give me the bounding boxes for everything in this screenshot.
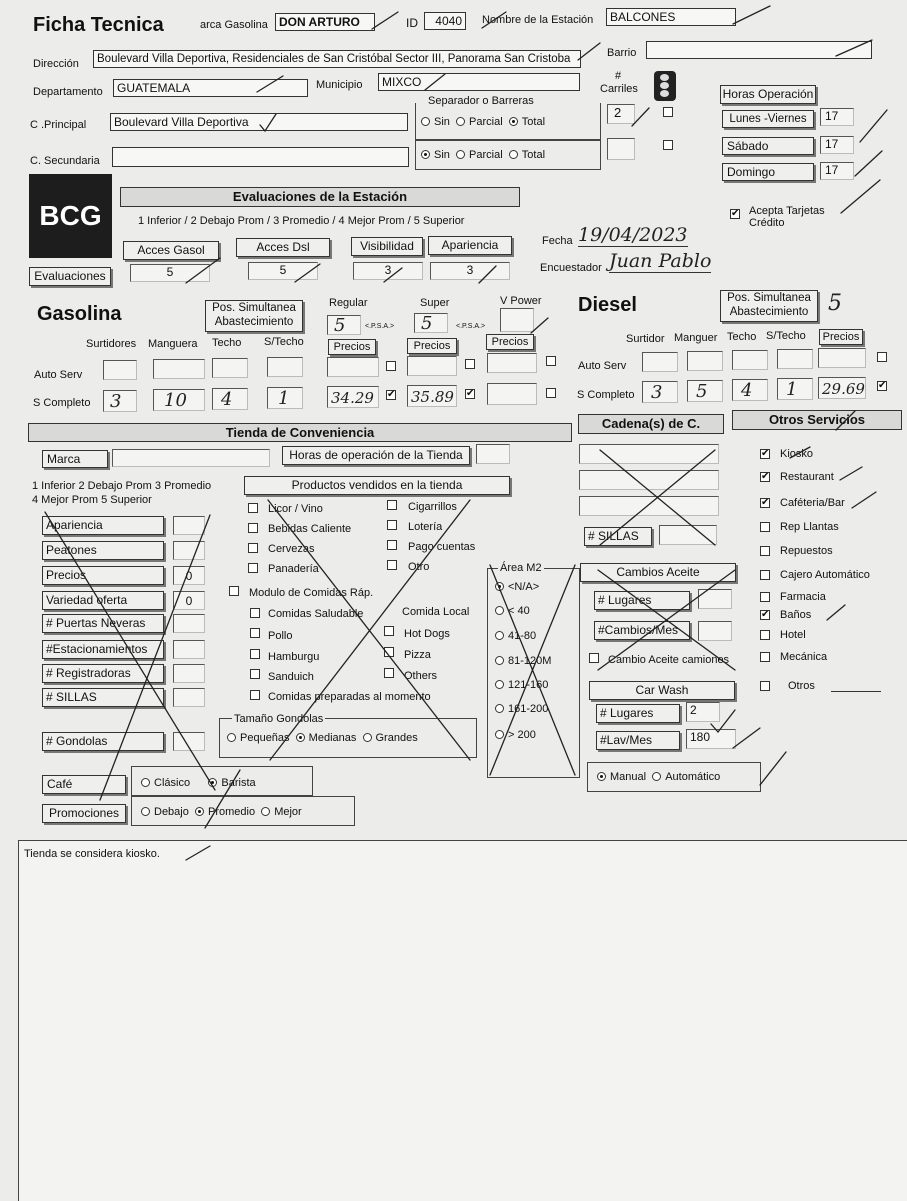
gas-as-precio-reg[interactable] (327, 357, 379, 377)
area-radio[interactable] (495, 680, 504, 689)
check-mark (760, 752, 786, 785)
horas-day-2: Sábado (722, 137, 814, 155)
dsl-col-surtidor: Surtidor (626, 333, 665, 345)
rating-field[interactable] (173, 732, 205, 751)
pizza-check[interactable] (384, 647, 394, 657)
saludable-check[interactable] (250, 608, 260, 618)
rating-label: Apariencia (42, 516, 164, 535)
cadena-sillas-field[interactable] (659, 525, 717, 545)
otros-check[interactable]: ✔ (761, 471, 770, 482)
vpower-psa-value[interactable] (500, 308, 534, 332)
manual-label: Manual (610, 771, 647, 783)
sin-label: Sin (434, 116, 450, 128)
barrio-label: Barrio (607, 47, 637, 59)
form-title: Ficha Tecnica (33, 14, 164, 36)
prod-bebidas: Bebidas Caliente (268, 523, 352, 535)
prod-bebidas-check[interactable] (248, 523, 258, 533)
prod-licor: Licor / Vino (268, 503, 323, 515)
evaluaciones-title: Evaluaciones de la Estación (120, 187, 520, 207)
cambios-title: Cambios Aceite (580, 563, 736, 582)
otros-check[interactable] (760, 592, 770, 602)
fecha-label: Fecha (542, 235, 573, 247)
cambios-lugares-field[interactable] (698, 589, 732, 609)
radio-sin[interactable] (421, 117, 430, 126)
productos-title: Productos vendidos en la tienda (244, 476, 510, 495)
radio-sin-2[interactable] (421, 150, 430, 159)
lav-mes-label: #Lav/Mes (596, 731, 680, 750)
prod-loteria: Lotería (408, 521, 443, 533)
gas-auto-serv-label: Auto Serv (34, 369, 83, 381)
carwash-lugares-label: # Lugares (596, 704, 680, 723)
area-radio[interactable] (495, 582, 504, 591)
tienda-marca-field[interactable] (112, 449, 270, 467)
dsl-col-manguer: Manguer (674, 332, 718, 344)
rating-label: # SILLAS (42, 688, 164, 707)
otros-check[interactable] (760, 652, 770, 662)
gasolina-title: Gasolina (37, 303, 122, 325)
parcial-label: Parcial (469, 116, 503, 128)
gas-as-check-3[interactable] (546, 356, 556, 366)
csecundaria-label: C. Secundaria (30, 155, 100, 167)
rating-field[interactable] (173, 614, 205, 633)
otros-line (831, 691, 881, 692)
cadena-sillas-label: # SILLAS (584, 527, 652, 546)
pollo-check[interactable] (250, 628, 260, 638)
otros-check[interactable] (760, 570, 770, 580)
otros-label: Caféteria/Bar (780, 497, 845, 509)
evaluaciones-label: Evaluaciones (29, 267, 111, 286)
rating-label: # Gondolas (42, 732, 164, 751)
cambios-lugares-label: # Lugares (594, 591, 690, 610)
area-radio[interactable] (495, 704, 504, 713)
radio-parcial[interactable] (456, 117, 465, 126)
area-radio[interactable] (495, 656, 504, 665)
gas-as-stecho[interactable] (267, 357, 303, 377)
dsl-sc-5[interactable]: 29.69 (818, 377, 866, 399)
prod-panaderia: Panadería (268, 563, 319, 575)
gas-sc-precio-reg[interactable]: 34.29 (327, 386, 379, 408)
sanduich-check[interactable] (250, 669, 260, 679)
dsl-sc-4[interactable]: 1 (777, 378, 813, 400)
area-option-label: 161-200 (508, 703, 549, 715)
horas-value-3[interactable]: 17 (820, 162, 854, 180)
clasico-label: Clásico (154, 777, 191, 789)
prep-label: Comidas preparadas al momento (268, 691, 431, 703)
eval-acces-dsl: Acces Dsl (236, 238, 330, 257)
rating-field[interactable] (173, 688, 205, 707)
direccion-label: Dirección (33, 58, 79, 70)
dsl-as-1[interactable] (642, 352, 678, 372)
prep-check[interactable] (250, 690, 260, 700)
barrio-field[interactable] (646, 41, 872, 59)
area-option-label: 81-120M (508, 655, 552, 667)
area-option[interactable] (495, 580, 539, 594)
check-mark (855, 151, 882, 176)
notes-text: Tienda se considera kiosko. (24, 848, 160, 860)
prod-panaderia-check[interactable] (248, 563, 258, 573)
area-option[interactable] (495, 728, 536, 742)
horas-day-1: Lunes -Viernes (722, 110, 814, 128)
rating-field[interactable]: 0 (173, 591, 205, 610)
sanduich-label: Sanduich (268, 671, 314, 683)
vpower-label: V Power (500, 295, 542, 307)
otros-label: Cajero Automático (780, 569, 870, 581)
rating-label: Precios (42, 566, 164, 585)
encuestador-value[interactable]: Juan Pablo (609, 250, 712, 272)
radio-parcial-2[interactable] (456, 150, 465, 159)
prod-otro-check[interactable] (387, 560, 397, 570)
gas-sc-precio-vp[interactable] (487, 383, 537, 405)
radio-mejor[interactable] (261, 807, 270, 816)
dsl-sc-2[interactable]: 5 (687, 380, 723, 402)
eval-apariencia: Apariencia (428, 236, 512, 255)
total-label-2: Total (521, 149, 546, 161)
gasolina-pos-label: Pos. Simultanea Abastecimiento (205, 300, 303, 332)
dsl-as-4[interactable] (777, 349, 813, 369)
area-group (487, 568, 580, 778)
radio-automatico[interactable] (652, 772, 661, 781)
dsl-sc-check[interactable]: ✔ (878, 380, 887, 391)
barista-label: Barista (221, 777, 256, 789)
diesel-title: Diesel (578, 294, 637, 316)
area-option-label: 121-160 (508, 679, 549, 691)
otros-label: Kiosko (780, 448, 814, 460)
gas-as-check-1[interactable] (386, 361, 396, 371)
dsl-col-precios: Precios (819, 329, 863, 345)
tienda-scale-1: 1 Inferior 2 Debajo Prom 3 Promedio (32, 480, 212, 492)
radio-total-2[interactable] (509, 150, 518, 159)
regular-psa-value[interactable]: 5 (327, 315, 361, 335)
cafe-label: Café (42, 775, 126, 794)
gas-as-check-2[interactable] (465, 359, 475, 369)
pizza-label: Pizza (404, 649, 431, 661)
regular-psa-label: <.P.S.A.> (365, 323, 395, 330)
sep2-options[interactable] (421, 148, 545, 162)
carwash-title: Car Wash (589, 681, 735, 700)
precios-regular-label: Precios (328, 339, 376, 355)
tarjetas-check[interactable]: ✔ (731, 208, 740, 219)
cprincipal-field[interactable]: Boulevard Villa Deportiva (110, 113, 408, 131)
check-mark (578, 43, 600, 60)
rating-field[interactable] (173, 640, 205, 659)
wash-type-options[interactable] (597, 770, 720, 784)
gas-s-completo-label: S Completo (33, 397, 91, 409)
gas-as-precio-sup[interactable] (407, 356, 457, 376)
dsl-col-techo: Techo (727, 331, 757, 343)
otros-check[interactable]: ✔ (761, 497, 770, 508)
radio-promedio[interactable] (195, 807, 204, 816)
prod-licor-check[interactable] (248, 503, 258, 513)
rating-label: # Puertas Neveras (42, 614, 164, 633)
otros-check[interactable]: ✔ (761, 609, 770, 620)
dsl-sc-1[interactable]: 3 (642, 381, 678, 403)
horas-day-3: Domingo (722, 163, 814, 181)
notes-area[interactable] (18, 840, 907, 1201)
area-option[interactable] (495, 654, 551, 668)
radio-debajo[interactable] (141, 807, 150, 816)
area-option-label: < 40 (508, 605, 530, 617)
hotdogs-label: Hot Dogs (404, 628, 450, 640)
col-stecho: S/Techo (264, 336, 304, 348)
separador-label: Separador o Barreras (428, 95, 534, 107)
prod-cigarrillos-check[interactable] (387, 500, 397, 510)
tienda-scale-2: 4 Mejor Prom 5 Superior (32, 494, 152, 506)
bcg-logo: BCG (29, 174, 112, 258)
marca-label: arca Gasolina (200, 19, 268, 31)
col-manguera: Manguera (148, 338, 198, 350)
prod-otro: Otro (408, 561, 430, 573)
check-mark (852, 492, 876, 508)
eval-value-3[interactable]: 3 (353, 262, 423, 280)
tamano-label: Tamaño Gondolas (234, 713, 324, 725)
otros-label: Mecánica (780, 651, 828, 663)
check-mark (372, 12, 398, 29)
otros-label: Repuestos (780, 545, 833, 557)
grandes-label: Grandes (375, 732, 418, 744)
dsl-auto-serv-label: Auto Serv (578, 360, 627, 372)
check-mark (733, 728, 760, 748)
area-label: Área M2 (500, 562, 542, 574)
radio-total[interactable] (509, 117, 518, 126)
promociones-label: Promociones (42, 804, 126, 823)
estacion-field[interactable]: BALCONES (606, 8, 736, 26)
cambios-mes-label: #Cambios/Mes (594, 621, 690, 640)
parcial-label-2: Parcial (469, 149, 503, 161)
radio-barista[interactable] (208, 778, 217, 787)
traffic-light-icon (654, 71, 676, 101)
pollo-label: Pollo (268, 630, 293, 642)
diesel-pos-value[interactable]: 5 (828, 291, 842, 316)
otros-label: Hotel (780, 629, 806, 641)
check-mark (827, 605, 845, 620)
otros-label: Otros (788, 680, 815, 692)
cadena-marca-3[interactable] (579, 496, 719, 516)
rating-label: # Registradoras (42, 664, 164, 683)
otros-label: Rep Llantas (780, 521, 839, 533)
area-option-label: <N/A> (508, 581, 540, 593)
prod-pago: Pago cuentas (408, 541, 476, 553)
prod-cigarrillos: Cigarrillos (408, 501, 457, 513)
prod-loteria-check[interactable] (387, 520, 397, 530)
super-psa-value[interactable]: 5 (414, 313, 448, 333)
tarjetas-label: Acepta Tarjetas Crédito (749, 205, 825, 229)
csecundaria-field[interactable] (112, 147, 409, 167)
otros-check[interactable] (760, 630, 770, 640)
cadena-marca-1[interactable] (579, 444, 719, 464)
rating-field[interactable] (173, 541, 205, 560)
dsl-sc-3[interactable]: 4 (732, 379, 768, 401)
carriles-field-2[interactable] (607, 138, 635, 160)
otros-label: Baños (780, 609, 812, 621)
radio-pequenas[interactable] (227, 733, 236, 742)
horas-value-2[interactable]: 17 (820, 136, 854, 154)
id-field[interactable]: 4040 (424, 12, 466, 30)
radio-grandes[interactable] (363, 733, 372, 742)
prod-pago-check[interactable] (387, 540, 397, 550)
saludable-label: Comidas Saludable (268, 608, 364, 620)
estacion-label: Nombre de la Estación (482, 14, 594, 26)
otros-label: Farmacia (780, 591, 826, 603)
dsl-as-check[interactable] (877, 352, 887, 362)
others-label: Others (404, 670, 438, 682)
check-mark (840, 467, 862, 480)
otros-label: Restaurant (780, 471, 834, 483)
precios-super-label: Precios (407, 338, 457, 354)
eval-value-4[interactable]: 3 (430, 262, 510, 280)
area-option-label: 41-80 (508, 630, 537, 642)
eval-value-1[interactable]: 5 (130, 264, 210, 282)
super-label: Super (420, 297, 450, 309)
carriles-field[interactable]: 2 (607, 104, 635, 124)
total-label: Total (521, 116, 546, 128)
gas-sc-check-3[interactable] (546, 388, 556, 398)
radio-medianas[interactable] (296, 733, 305, 742)
gas-sc-precio-sup[interactable]: 35.89 (407, 385, 457, 407)
rating-label: #Estacionamientos (42, 640, 164, 659)
gas-sc-check-2[interactable]: ✔ (466, 388, 475, 399)
gas-sc-check-1[interactable]: ✔ (387, 389, 396, 400)
dsl-as-3[interactable] (732, 350, 768, 370)
check-mark (733, 6, 770, 24)
eval-value-2[interactable]: 5 (248, 262, 318, 280)
rating-field[interactable] (173, 516, 205, 535)
hotdogs-check[interactable] (384, 626, 394, 636)
area-option[interactable] (495, 604, 530, 618)
eval-acces-gasol: Acces Gasol (123, 241, 219, 260)
tienda-horas-label: Horas de operación de la Tienda (282, 446, 470, 465)
gas-as-surt[interactable] (103, 360, 137, 380)
col-techo: Techo (212, 337, 242, 349)
area-option[interactable] (495, 678, 548, 692)
modulo-check[interactable] (229, 586, 239, 596)
gas-sc-mang[interactable]: 10 (153, 389, 205, 411)
cprincipal-label: C .Principal (30, 119, 87, 131)
sep1-options[interactable] (421, 115, 545, 129)
tienda-marca-label: Marca (42, 450, 108, 468)
area-radio[interactable] (495, 631, 504, 640)
id-label: ID (406, 16, 418, 30)
municipio-field[interactable]: MIXCO (378, 73, 580, 91)
check-mark (841, 180, 880, 213)
radio-clasico[interactable] (141, 778, 150, 787)
otros-check[interactable] (760, 522, 770, 532)
promedio-label: Promedio (207, 806, 256, 818)
carriles-check-2[interactable] (663, 140, 673, 150)
otros-check[interactable]: ✔ (761, 448, 770, 459)
pequenas-label: Pequeñas (240, 732, 290, 744)
gas-sc-stecho[interactable]: 1 (267, 387, 303, 409)
area-option[interactable] (495, 702, 548, 716)
area-radio[interactable] (495, 606, 504, 615)
dsl-as-5[interactable] (818, 348, 866, 368)
comida-local-label: Comida Local (402, 606, 470, 618)
dsl-s-completo-label: S Completo (577, 389, 635, 401)
cadena-marca-2[interactable] (579, 470, 719, 490)
check-mark (860, 110, 887, 142)
dsl-col-stecho: S/Techo (766, 330, 806, 342)
modulo-label: Modulo de Comidas Ráp. (249, 587, 374, 599)
camiones-label: Cambio Aceite camiones (608, 654, 730, 666)
rating-label: Peatones (42, 541, 164, 560)
evaluaciones-scale: 1 Inferior / 2 Debajo Prom / 3 Promedio / 4 Mejor Prom / 5 Superior (138, 215, 465, 227)
area-radio[interactable] (495, 730, 504, 739)
fecha-value[interactable]: 19/04/2023 (578, 224, 688, 246)
otros-check[interactable] (760, 681, 770, 691)
radio-manual[interactable] (597, 772, 606, 781)
area-option-label: > 200 (508, 729, 536, 741)
gas-as-techo[interactable] (212, 358, 248, 378)
rating-field[interactable]: 0 (173, 566, 205, 585)
municipio-label: Municipio (316, 79, 363, 91)
medianas-label: Medianas (308, 732, 357, 744)
encuestador-label: Encuestador (540, 262, 602, 274)
diesel-pos-label: Pos. Simultanea Abastecimiento (720, 290, 818, 322)
tienda-title: Tienda de Conveniencia (28, 423, 572, 442)
camiones-check[interactable] (589, 653, 599, 663)
otros-title: Otros Servicios (732, 410, 902, 430)
eval-visibilidad: Visibilidad (351, 237, 423, 256)
debajo-label: Debajo (154, 806, 189, 818)
cafe-options[interactable] (141, 776, 256, 790)
gas-as-precio-vp[interactable] (487, 353, 537, 373)
gas-sc-techo[interactable]: 4 (212, 388, 248, 410)
prod-cervezas-check[interactable] (248, 543, 258, 553)
rating-label: Variedad oferta (42, 591, 164, 610)
lav-mes-field[interactable]: 180 (686, 729, 736, 749)
horas-value-1[interactable]: 17 (820, 108, 854, 126)
sin-label-2: Sin (434, 149, 450, 161)
promo-options[interactable] (141, 805, 302, 819)
rating-field[interactable] (173, 664, 205, 683)
regular-label: Regular (329, 297, 368, 309)
super-psa-label: <.P.S.A.> (456, 323, 486, 330)
others-check[interactable] (384, 668, 394, 678)
otros-check[interactable] (760, 546, 770, 556)
hamburgu-label: Hamburgu (268, 651, 320, 663)
area-option[interactable] (495, 629, 536, 643)
horas-title: Horas Operación (720, 85, 816, 104)
tamano-options[interactable] (227, 731, 418, 745)
departamento-field[interactable]: GUATEMALA (113, 79, 308, 97)
carriles-check-1[interactable] (663, 107, 673, 117)
col-surtidores: Surtidores (86, 338, 137, 350)
gas-sc-surt[interactable]: 3 (103, 390, 137, 412)
carwash-lugares-field[interactable]: 2 (686, 702, 720, 722)
carriles-label: # Carriles (600, 70, 638, 95)
dsl-as-2[interactable] (687, 351, 723, 371)
automatico-label: Automático (665, 771, 721, 783)
precios-vpower-label: Precios (486, 334, 534, 350)
cadena-title: Cadena(s) de C. (578, 414, 724, 434)
gas-as-mang[interactable] (153, 359, 205, 379)
mejor-label: Mejor (274, 806, 302, 818)
prod-cervezas: Cervezas (268, 543, 315, 555)
cambios-mes-field[interactable] (698, 621, 732, 641)
departamento-label: Departamento (33, 86, 103, 98)
direccion-field[interactable]: Boulevard Villa Deportiva, Residenciales de San Cristóbal Sector III, Panorama San Cristoba (93, 50, 581, 68)
hamburgu-check[interactable] (250, 649, 260, 659)
marca-field[interactable]: DON ARTURO (275, 13, 375, 31)
tienda-horas-field[interactable] (476, 444, 510, 464)
